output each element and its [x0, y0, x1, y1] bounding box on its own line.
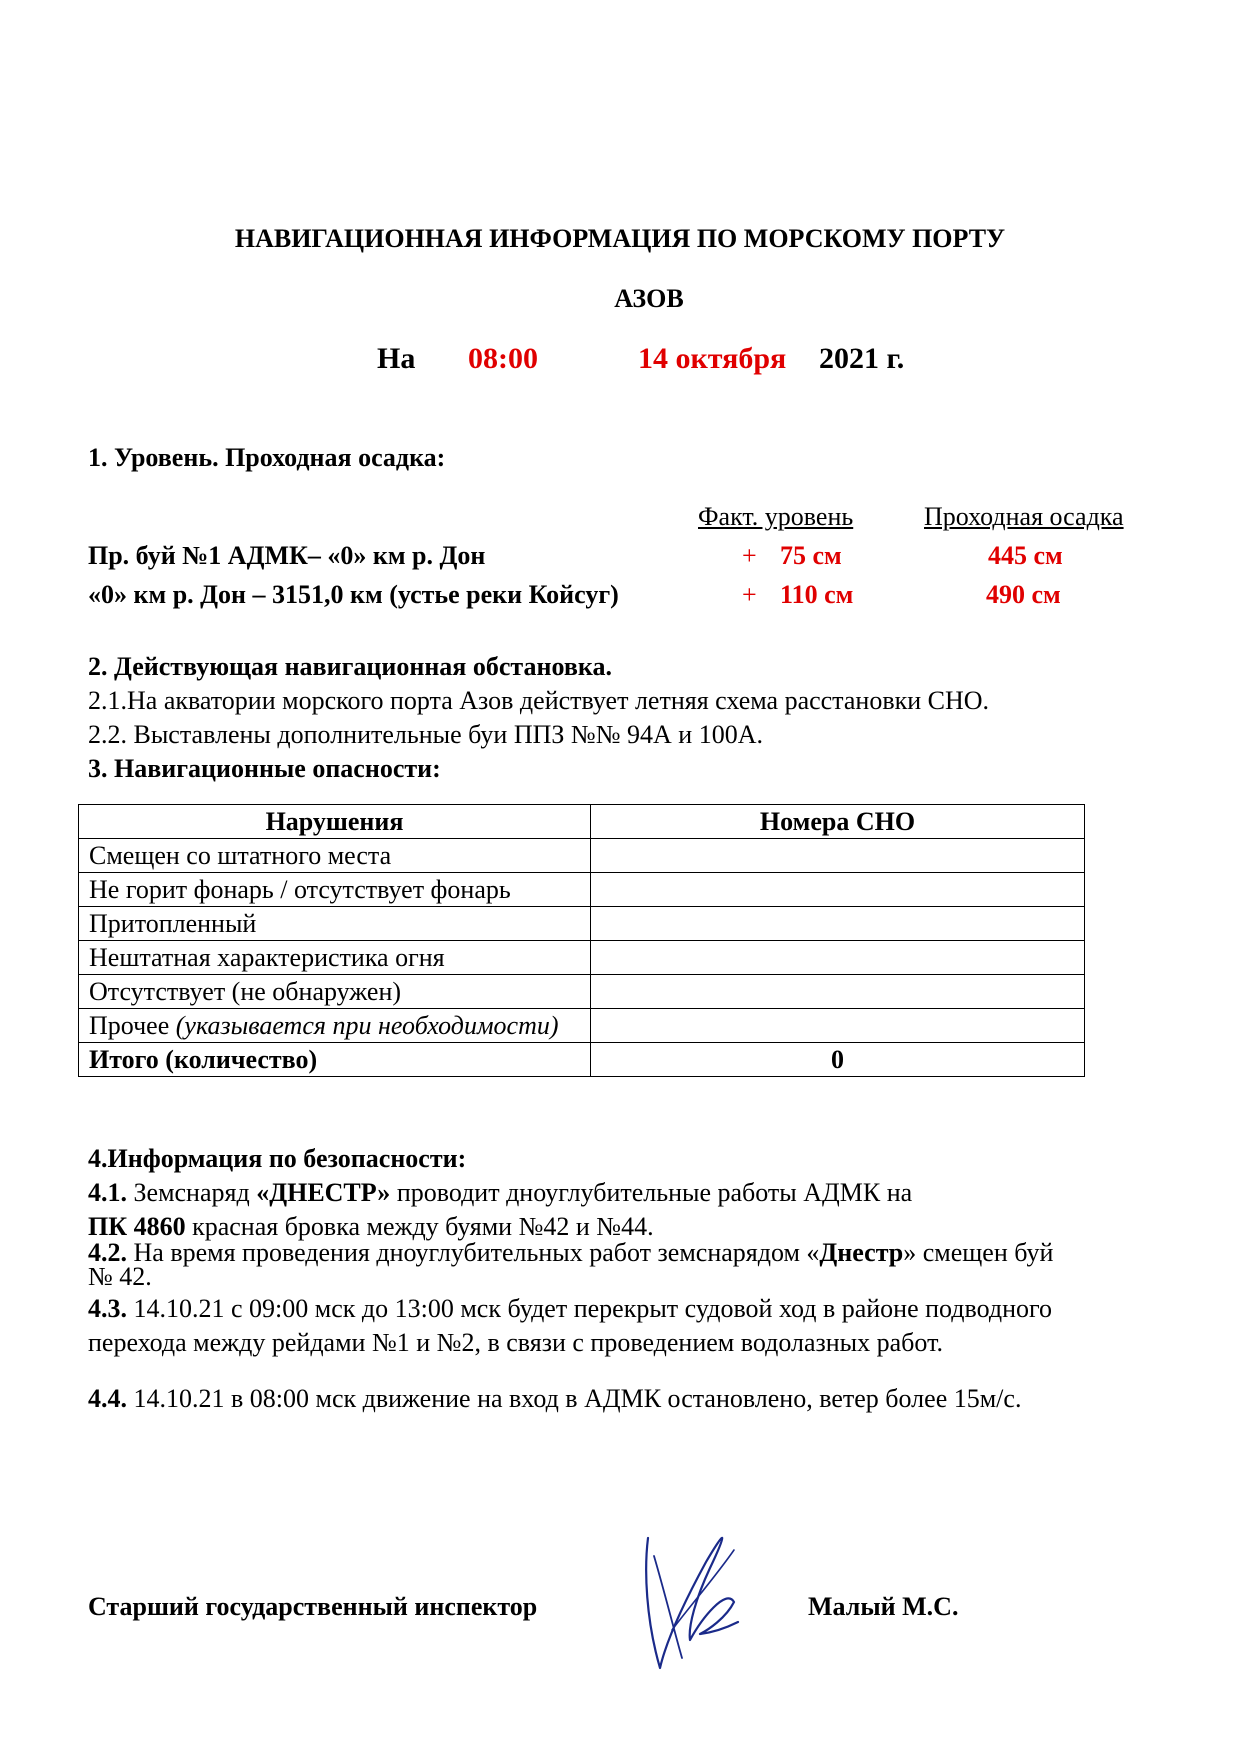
signer-position: Старший государственный инспектор — [88, 1592, 538, 1621]
violation-other-label: Прочее — [89, 1011, 176, 1040]
section3-heading: 3. Навигационные опасности: — [88, 754, 441, 783]
signature-image — [630, 1510, 770, 1690]
level-row-1-label: Пр. буй №1 АДМК– «0» км р. Дон — [88, 541, 486, 570]
violation-label: Притопленный — [79, 907, 591, 941]
table-row — [79, 839, 1085, 873]
safety-item-4-text-a: 14.10.21 в 08:00 мск движение на вход в АДМК остановлено, ветер более 15м/с. — [127, 1384, 1022, 1413]
section2-heading: 2. Действующая навигационная обстановка. — [88, 652, 612, 681]
picket-number: ПК 4860 — [88, 1212, 186, 1241]
total-label: Итого (количество) — [79, 1043, 591, 1077]
violation-label: Нештатная характеристика огня — [79, 941, 591, 975]
table-row — [79, 941, 1085, 975]
port-name: АЗОВ — [614, 284, 684, 313]
safety-item-2-line-2: № 42. — [88, 1262, 152, 1291]
safety-item-3-text-a: 14.10.21 с 09:00 мск до 13:00 мск будет перекрыт судовой ход в районе подводного — [127, 1294, 1053, 1323]
table-row — [79, 873, 1085, 907]
violation-label: Отсутствует (не обнаружен) — [79, 975, 591, 1009]
violation-value — [591, 975, 1085, 1009]
hazards-table-header — [79, 805, 1085, 839]
safety-item-1-number: 4.1. — [88, 1178, 127, 1207]
violation-value — [591, 839, 1085, 873]
section2-item-2: 2.2. Выставлены дополнительные буи ППЗ №№ 94А и 100А. — [88, 720, 763, 749]
safety-item-2-text-a: На время проведения дноуглубительных работ земснарядом « — [127, 1238, 820, 1267]
section2-item-1: 2.1.На акватории морского порта Азов действует летняя схема расстановки СНО. — [88, 686, 990, 715]
report-year: 2021 г. — [819, 342, 905, 375]
safety-item-3-line-1 — [88, 1294, 1052, 1324]
signer-name: Малый М.С. — [808, 1592, 959, 1621]
col-numbers-header: Номера СНО — [591, 805, 1085, 839]
violation-label: Смещен со штатного места — [79, 839, 591, 873]
document-title: НАВИГАЦИОННАЯ ИНФОРМАЦИЯ ПО МОРСКОМУ ПОРТУ — [234, 224, 1006, 253]
level-row-2-draft: 490 см — [986, 580, 1061, 609]
level-row-1-sign: + — [742, 541, 757, 570]
safety-item-2-line-1 — [88, 1238, 1053, 1268]
level-row-2-label: «0» км р. Дон – 3151,0 км (устье реки Койсуг) — [88, 580, 619, 609]
safety-item-4 — [88, 1384, 1021, 1414]
table-row-other — [79, 1009, 1085, 1043]
level-row-1-draft: 445 см — [988, 541, 1063, 570]
safety-item-1-line-1 — [88, 1178, 912, 1208]
safety-item-3-number: 4.3. — [88, 1294, 127, 1323]
safety-item-4-number: 4.4. — [88, 1384, 127, 1413]
violation-value — [591, 907, 1085, 941]
col-draft-header: Проходная осадка — [924, 502, 1124, 531]
violation-other-cell — [79, 1009, 591, 1043]
violation-value — [591, 941, 1085, 975]
ship-name: «ДНЕСТР» — [256, 1178, 391, 1207]
violation-value — [591, 873, 1085, 907]
level-row-1-level: 75 см — [780, 541, 842, 570]
ship-name-2: Днестр — [819, 1238, 904, 1267]
violation-other-value — [591, 1009, 1085, 1043]
level-row-2-level: 110 см — [780, 580, 854, 609]
table-row — [79, 907, 1085, 941]
level-row-2-sign: + — [742, 580, 757, 609]
col-level-header: Факт. уровень — [698, 502, 854, 531]
total-value: 0 — [591, 1043, 1085, 1077]
hazards-table — [78, 804, 1085, 1077]
at-label: На — [377, 342, 416, 375]
safety-item-3-line-2: перехода между рейдами №1 и №2, в связи с проведением водолазных работ. — [88, 1328, 943, 1357]
table-row — [79, 975, 1085, 1009]
violation-other-note: (указывается при необходимости) — [175, 1011, 559, 1040]
safety-item-1-text-a: Земснаряд — [127, 1178, 257, 1207]
safety-item-1-text-b: проводит дноуглубительные работы АДМК на — [390, 1178, 913, 1207]
safety-item-2-text-b: » смещен буй — [903, 1238, 1054, 1267]
violation-label: Не горит фонарь / отсутствует фонарь — [79, 873, 591, 907]
safety-item-2-number: 4.2. — [88, 1238, 127, 1267]
report-date: 14 октября — [638, 342, 787, 375]
section4-heading: 4.Информация по безопасности: — [88, 1144, 467, 1173]
safety-item-1-text-c: красная бровка между буями №42 и №44. — [185, 1212, 654, 1241]
table-row-total — [79, 1043, 1085, 1077]
report-time: 08:00 — [468, 342, 538, 375]
section1-heading: 1. Уровень. Проходная осадка: — [88, 443, 446, 472]
col-violation-header: Нарушения — [79, 805, 591, 839]
